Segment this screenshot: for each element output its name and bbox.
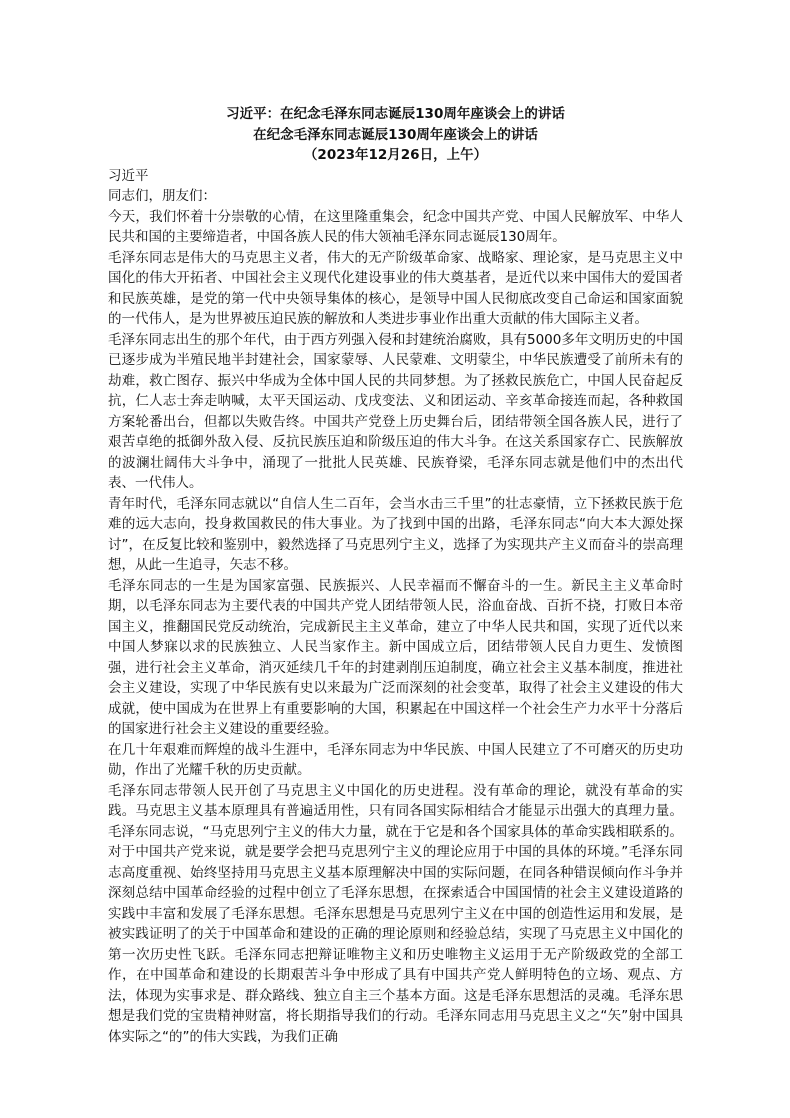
paragraph-5: 毛泽东同志的一生是为国家富强、民族振兴、人民幸福而不懈奋斗的一生。新民主主义革命时期，以毛泽东同志为主要代表的中国共产党人团结带领人民，浴血奋战、百折不挠，打败日本帝国主义，推翻国民党反动统治，完成新民主主义革命，建立了中华人民共和国，实现了近代以来中国人梦寐以求的民族独立、人民当家作主。新中国成立后，团结带领人民自力更生、发愤图强，进行社会主义革命，消灭延续几千年的封建剥削压迫制度，确立社会主义基本制度，推进社会主义建设，实现了中华民族有史以来最为广泛而深刻的社会变革，取得了社会主义建设的伟大成就，使中国成为在世界上有重要影响的大国，积累起在中国这样一个社会生产力水平十分落后的国家进行社会主义建设的重要经验。 xyxy=(108,577,683,737)
document-subtitle: 在纪念毛泽东同志诞辰130周年座谈会上的讲话 xyxy=(253,126,538,143)
document-author: 习近平 xyxy=(108,167,149,184)
paragraph-4: 青年时代，毛泽东同志就以“自信人生二百年，会当水击三千里”的壮志豪情，立下拯救民族于危难的远大志向，投身救国救民的伟大事业。为了找到中国的出路，毛泽东同志“向大本大源处探讨”，在反复比较和鉴别中，毅然选择了马克思列宁主义，选择了为实现共产主义而奋斗的崇高理想，从此一生追寻，矢志不移。 xyxy=(108,495,683,573)
document-headline: 习近平：在纪念毛泽东同志诞辰130周年座谈会上的讲话 xyxy=(226,106,565,122)
paragraph-3: 毛泽东同志出生的那个年代，由于西方列强入侵和封建统治腐败，具有5000多年文明历史的中国已逐步成为半殖民地半封建社会，国家蒙辱、人民蒙难、文明蒙尘，中华民族遭受了前所未有的劫难，救亡图存、振兴中华成为全体中国人民的共同梦想。为了拯救民族危亡，中国人民奋起反抗，仁人志士奔走呐喊，太平天国运动、戊戌变法、义和团运动、辛亥革命接连而起，各种救国方案轮番出台，但都以失败告终。中国共产党登上历史舞台后，团结带领全国各族人民，进行了艰苦卓绝的抵御外敌入侵、反抗民族压迫和阶级压迫的伟大斗争。在这关系国家存亡、民族解放的波澜壮阔伟大斗争中，涌现了一批批人民英雄、民族脊梁，毛泽东同志就是他们中的杰出代表、一代伟人。 xyxy=(108,331,683,491)
paragraph-6: 在几十年艰难而辉煌的战斗生涯中，毛泽东同志为中华民族、中国人民建立了不可磨灭的历史功勋，作出了光耀千秋的历史贡献。 xyxy=(108,741,683,778)
document-date: （2023年12月26日，上午） xyxy=(303,147,488,163)
document-salutation: 同志们，朋友们： xyxy=(108,188,216,204)
paragraph-1: 今天，我们怀着十分崇敬的心情，在这里隆重集会，纪念中国共产党、中国人民解放军、中华人民共和国的主要缔造者，中国各族人民的伟大领袖毛泽东同志诞辰130周年。 xyxy=(108,208,683,245)
paragraph-7: 毛泽东同志带领人民开创了马克思主义中国化的历史进程。没有革命的理论，就没有革命的实践。马克思主义基本原理具有普遍适用性，只有同各国实际相结合才能显示出强大的真理力量。毛泽东同志说，“马克思列宁主义的伟大力量，就在于它是和各个国家具体的革命实践相联系的。对于中国共产党来说，就是要学会把马克思列宁主义的理论应用于中国的具体的环境。”毛泽东同志高度重视、始终坚持用马克思主义基本原理解决中国的实际问题，在同各种错误倾向作斗争并深刻总结中国革命经验的过程中创立了毛泽东思想，在探索适合中国国情的社会主义建设道路的实践中丰富和发展了毛泽东思想。毛泽东思想是马克思列宁主义在中国的创造性运用和发展，是被实践证明了的关于中国革命和建设的正确的理论原则和经验总结，实现了马克思主义中国化的第一次历史性飞跃。毛泽东同志把辩证唯物主义和历史唯物主义运用于无产阶级政党的全部工作，在中国革命和建设的长期艰苦斗争中形成了具有中国共产党人鲜明特色的立场、观点、方法，体现为实事求是、群众路线、独立自主三个基本方面。这是毛泽东思想活的灵魂。毛泽东思想是我们党的宝贵精神财富，将长期指导我们的行动。毛泽东同志用马克思主义之“矢”射中国具体实际之“的”的伟大实践，为我们正确 xyxy=(108,782,683,1045)
document-body xyxy=(108,104,683,1047)
paragraph-2: 毛泽东同志是伟大的马克思主义者，伟大的无产阶级革命家、战略家、理论家，是马克思主义中国化的伟大开拓者、中国社会主义现代化建设事业的伟大奠基者，是近代以来中国伟大的爱国者和民族英雄，是党的第一代中央领导集体的核心，是领导中国人民彻底改变自己命运和国家面貌的一代伟人，是为世界被压迫民族的解放和人类进步事业作出重大贡献的伟大国际主义者。 xyxy=(108,249,683,327)
